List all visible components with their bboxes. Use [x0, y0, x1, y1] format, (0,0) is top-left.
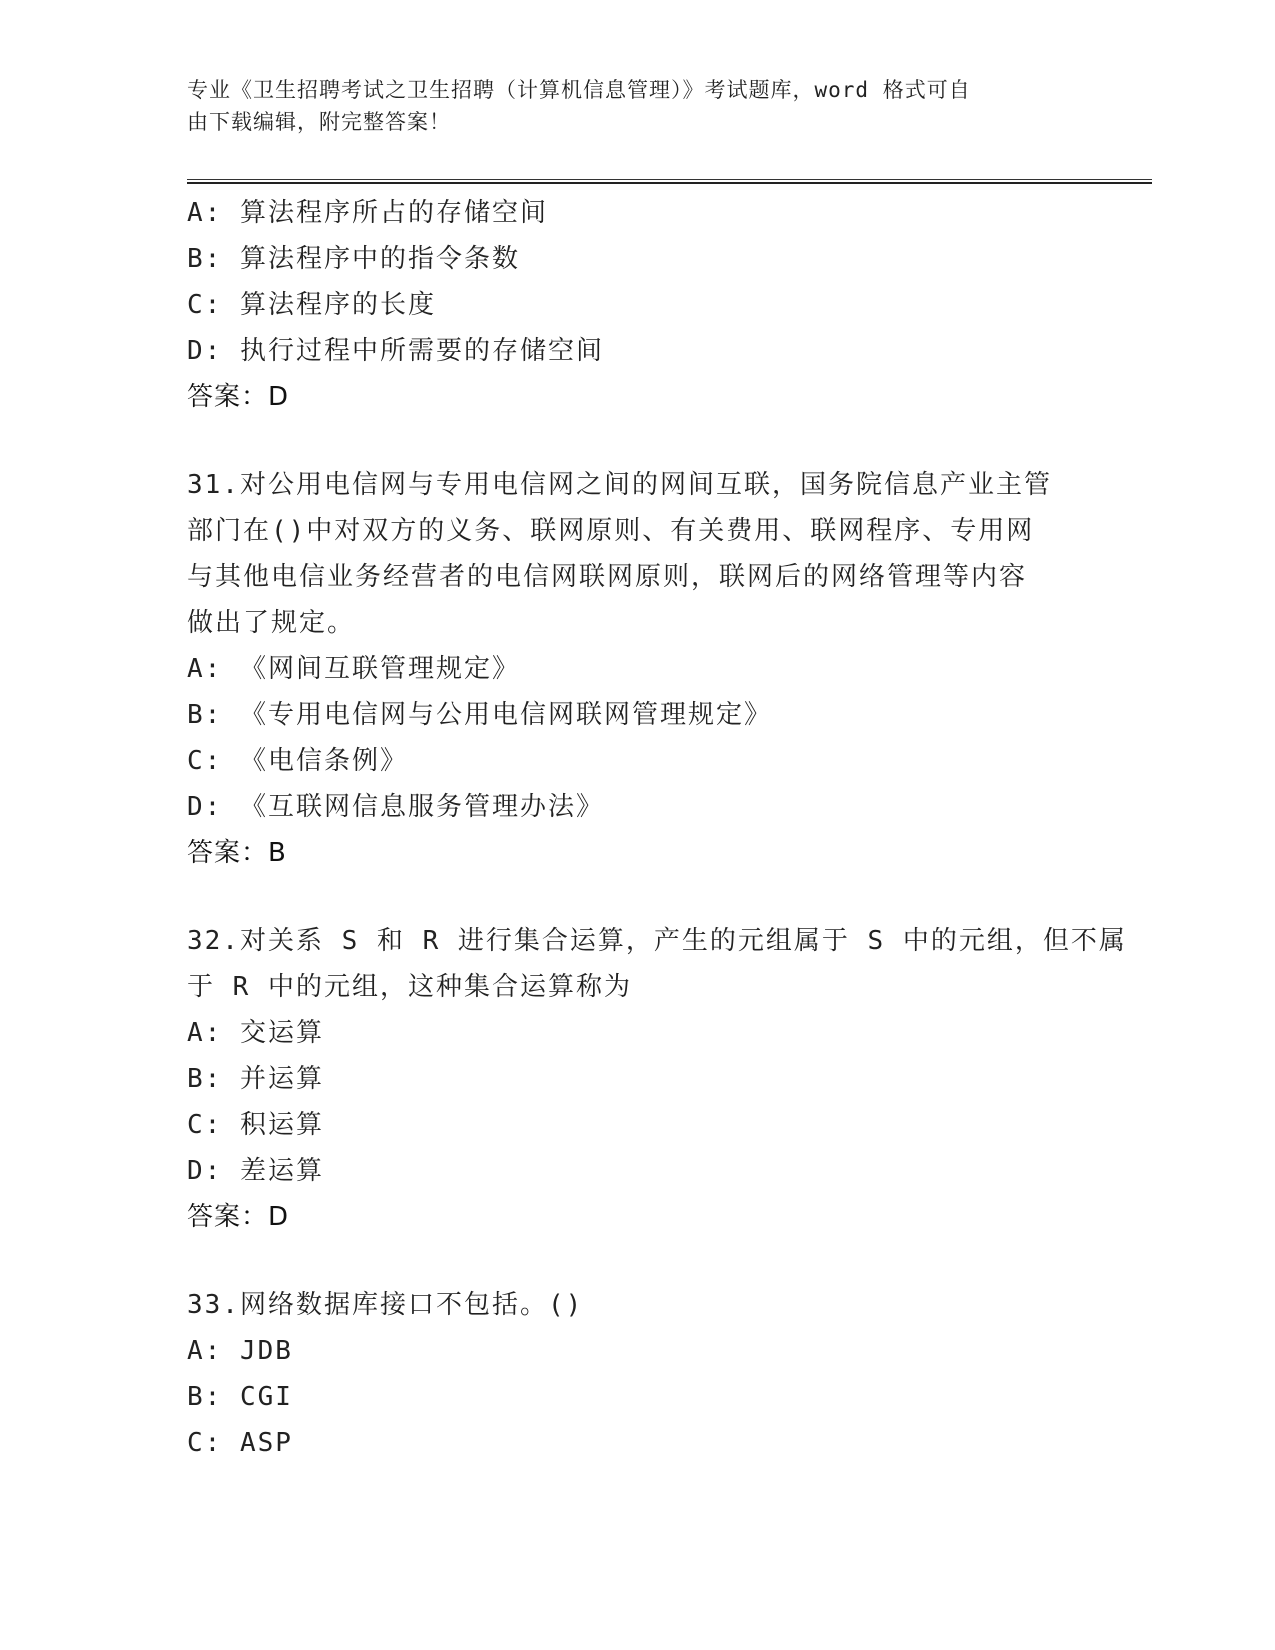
document-header: [187, 74, 1067, 138]
option-c: [187, 282, 1087, 328]
question-31: [187, 462, 1087, 876]
option-b: [187, 1056, 1087, 1102]
header-line-2: 由下载编辑，附完整答案！: [187, 110, 451, 134]
option-c: [187, 1102, 1087, 1148]
header-divider-thin: [187, 179, 1152, 180]
option-d: [187, 1148, 1087, 1194]
answer-line: 答案：D: [187, 1202, 290, 1232]
spacer: [187, 1240, 1087, 1282]
option-text: 《网间互联管理规定》: [239, 654, 520, 684]
option-b: [187, 236, 1087, 282]
option-label: B:: [187, 244, 223, 274]
option-a: [187, 1010, 1087, 1056]
option-text: ASP: [239, 1428, 293, 1458]
option-b: [187, 1374, 1087, 1420]
option-text: 执行过程中所需要的存储空间: [239, 336, 604, 366]
question-stem-line: 32.对关系 S 和 R 进行集合运算，产生的元组属于 S 中的元组，但不属: [187, 926, 1127, 956]
option-text: 交运算: [239, 1018, 324, 1048]
option-label: C:: [187, 1110, 223, 1140]
question-stem-line: 于 R 中的元组，这种集合运算称为: [187, 972, 632, 1002]
option-text: 算法程序所占的存储空间: [239, 198, 548, 228]
option-a: [187, 646, 1087, 692]
option-label: A:: [187, 654, 223, 684]
option-a: [187, 190, 1087, 236]
option-text: JDB: [239, 1336, 293, 1366]
answer-line: 答案：D: [187, 382, 290, 412]
spacer: [187, 876, 1087, 918]
question-30: [187, 190, 1087, 420]
option-d: [187, 784, 1087, 830]
option-label: B:: [187, 700, 223, 730]
header-line-1: 专业《卫生招聘考试之卫生招聘（计算机信息管理）》考试题库，word 格式可自: [187, 78, 971, 102]
option-text: 并运算: [239, 1064, 324, 1094]
option-c: [187, 738, 1087, 784]
option-text: 《专用电信网与公用电信网联网管理规定》: [239, 700, 772, 730]
option-label: A:: [187, 1018, 223, 1048]
option-c: [187, 1420, 1087, 1466]
option-text: 算法程序中的指令条数: [239, 244, 520, 274]
option-label: C:: [187, 1428, 223, 1458]
question-stem-line: 部门在()中对双方的义务、联网原则、有关费用、联网程序、专用网: [187, 516, 1035, 546]
question-stem-line: 与其他电信业务经营者的电信网联网原则，联网后的网络管理等内容: [187, 562, 1028, 592]
question-stem-line: 33.网络数据库接口不包括。(): [187, 1290, 584, 1320]
option-text: 积运算: [239, 1110, 324, 1140]
option-a: [187, 1328, 1087, 1374]
option-label: B:: [187, 1382, 223, 1412]
option-label: D:: [187, 1156, 223, 1186]
question-33: [187, 1282, 1087, 1466]
option-text: 算法程序的长度: [239, 290, 436, 320]
option-text: 《电信条例》: [239, 746, 408, 776]
option-text: CGI: [239, 1382, 293, 1412]
option-label: D:: [187, 336, 223, 366]
option-label: A:: [187, 198, 223, 228]
question-stem-line: 31.对公用电信网与专用电信网之间的网间互联，国务院信息产业主管: [187, 470, 1052, 500]
question-32: [187, 918, 1127, 1240]
option-label: C:: [187, 290, 223, 320]
option-label: B:: [187, 1064, 223, 1094]
option-label: A:: [187, 1336, 223, 1366]
option-b: [187, 692, 1087, 738]
spacer: [187, 420, 1087, 462]
option-label: D:: [187, 792, 223, 822]
option-text: 差运算: [239, 1156, 324, 1186]
question-list: [187, 190, 1127, 1466]
option-text: 《互联网信息服务管理办法》: [239, 792, 604, 822]
option-label: C:: [187, 746, 223, 776]
option-d: [187, 328, 1087, 374]
header-divider-thick: [187, 182, 1152, 184]
question-stem-line: 做出了规定。: [187, 608, 356, 638]
answer-line: 答案：B: [187, 838, 287, 868]
